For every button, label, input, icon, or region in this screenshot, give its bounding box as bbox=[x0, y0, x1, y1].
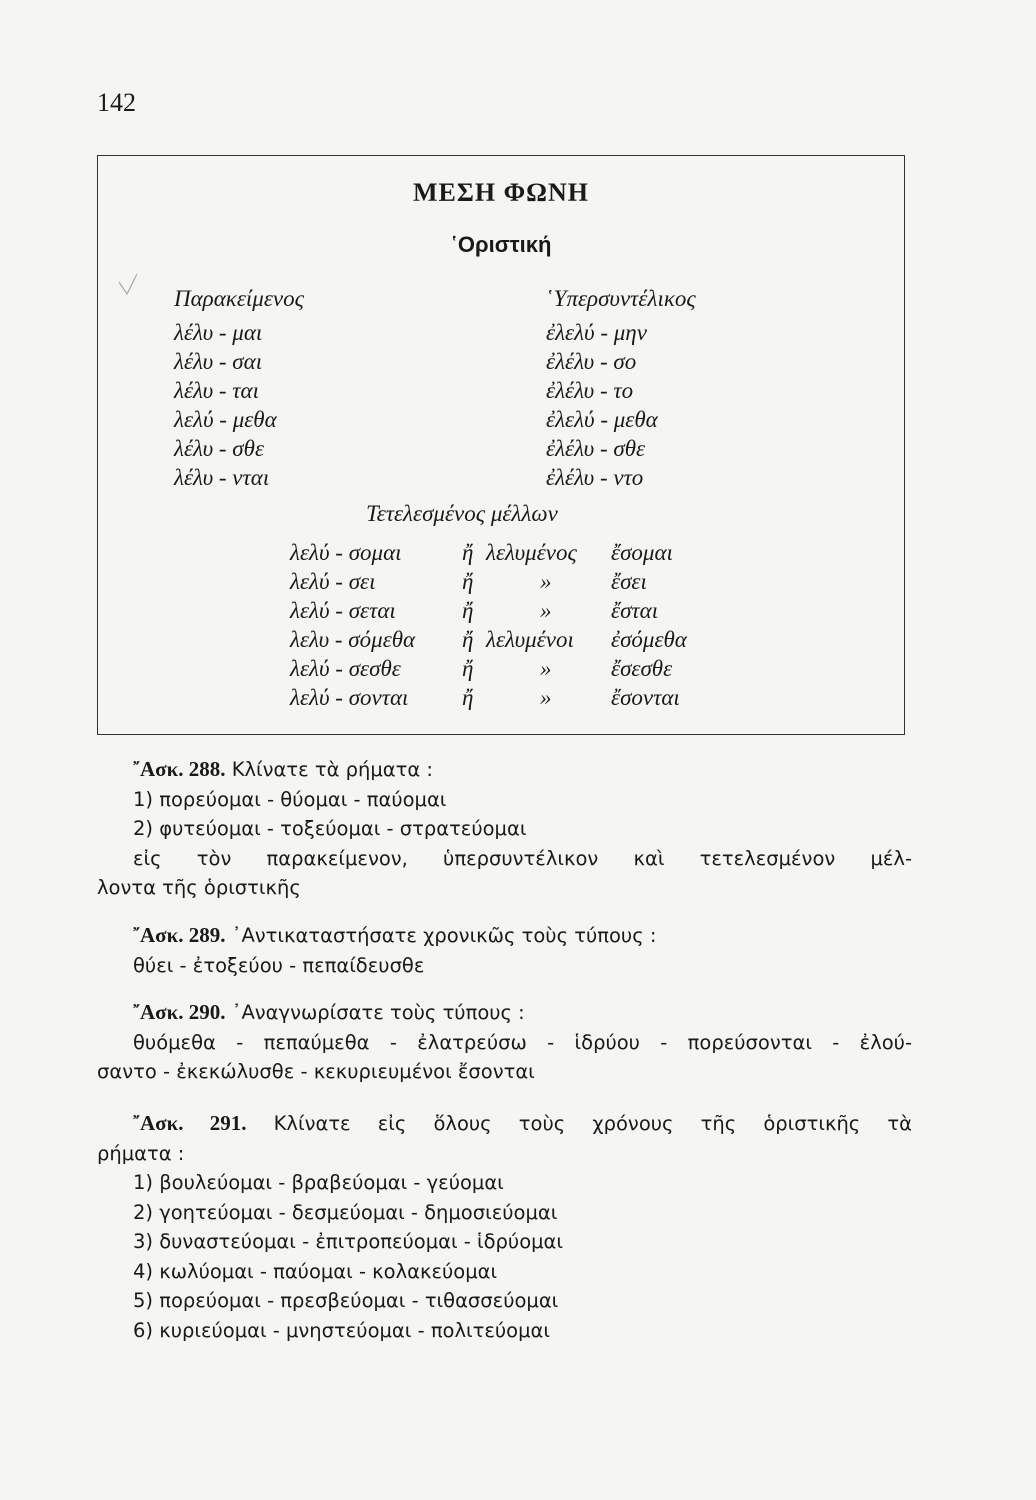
or-word: ἤ bbox=[462, 569, 474, 594]
or-word: ἤ bbox=[462, 598, 474, 623]
perfect-form: λέλυ - σαι bbox=[174, 349, 263, 374]
or-word: ἤ bbox=[462, 685, 474, 710]
future-perfect-heading: Τετελεσμένος μέλλων bbox=[366, 501, 558, 526]
ditto-mark: » bbox=[540, 656, 552, 681]
exercise-label: ῎Ασκ. 289. bbox=[133, 923, 226, 947]
pluperfect-form: ἐλελύ - μεθα bbox=[546, 407, 658, 432]
perfect-column bbox=[174, 286, 304, 492]
perfect-form: λέλυ - σθε bbox=[174, 436, 265, 461]
synthetic-form: λελυ - σόμεθα bbox=[290, 627, 416, 652]
conjugation-table bbox=[97, 155, 905, 735]
synthetic-form: λελύ - σονται bbox=[290, 685, 409, 710]
exercise-line: λοντα τῆς ὁριστικῆς bbox=[97, 876, 301, 899]
synthetic-form: λελύ - σεται bbox=[290, 598, 396, 623]
exercise-instruction: Κλίνατε τὰ ρήματα : bbox=[231, 758, 434, 781]
auxiliary: ἔσεσθε bbox=[611, 656, 673, 681]
ditto-mark: » bbox=[540, 685, 552, 710]
exercise-line: σαντο - ἐκεκώλυσθε - κεκυριευμένοι ἔσονται bbox=[97, 1060, 535, 1083]
perfect-heading: Παρακείμενος bbox=[174, 286, 304, 311]
exercise-line: 6) κυριεύομαι - μνηστεύομαι - πολιτεύομαι bbox=[133, 1318, 550, 1342]
future-perfect-row bbox=[290, 596, 810, 625]
perfect-form: λελύ - μεθα bbox=[174, 407, 277, 432]
auxiliary: ἔσονται bbox=[611, 685, 680, 710]
exercise-line: 2) φυτεύομαι - τοξεύομαι - στρατεύομαι bbox=[133, 817, 527, 840]
perfect-form: λέλυ - μαι bbox=[174, 320, 263, 345]
exercise-line: θύει - ἐτοξεύου - πεπαίδευσθε bbox=[133, 953, 425, 977]
exercise-line: εἰς τὸν παρακείμενον, ὑπερσυντέλικον καὶ τετελεσμένον μέλ- bbox=[133, 846, 912, 870]
exercise-heading bbox=[97, 998, 912, 1028]
pluperfect-form: ἐλέλυ - ντο bbox=[546, 465, 644, 490]
exercise-label: ῎Ασκ. 290. bbox=[133, 1000, 226, 1024]
future-perfect-table bbox=[290, 538, 810, 712]
pluperfect-form: ἐλέλυ - σθε bbox=[546, 436, 646, 461]
exercise-heading bbox=[97, 921, 912, 951]
exercise-290 bbox=[97, 998, 912, 1087]
pluperfect-form: ἐλελύ - μην bbox=[546, 320, 647, 345]
ditto-mark: » bbox=[540, 569, 552, 594]
exercise-heading bbox=[97, 755, 912, 785]
exercise-line: 3) δυναστεύομαι - ἐπιτροπεύομαι - ἱδρύομαι bbox=[133, 1230, 564, 1253]
exercise-288 bbox=[97, 755, 912, 903]
synthetic-form: λελύ - σει bbox=[290, 569, 376, 594]
auxiliary: ἐσόμεθα bbox=[611, 627, 687, 652]
future-perfect-row bbox=[290, 654, 810, 683]
exercise-instruction: ᾿Αντικαταστήσατε χρονικῶς τοὺς τύπους : bbox=[231, 924, 657, 947]
future-perfect-row bbox=[290, 538, 810, 567]
or-word: ἤ bbox=[462, 627, 474, 652]
pluperfect-heading: ῾Υπερσυντέλικος bbox=[546, 286, 696, 311]
auxiliary: ἔσται bbox=[611, 598, 659, 623]
perfect-form: λέλυ - ται bbox=[174, 378, 260, 403]
exercise-289 bbox=[97, 921, 912, 980]
table-subtitle: ῾Οριστική bbox=[450, 232, 552, 257]
exercise-label: ῎Ασκ. 288. bbox=[133, 757, 226, 781]
exercise-line: 1) πορεύομαι - θύομαι - παύομαι bbox=[133, 787, 447, 811]
exercise-instruction: Κλίνατε εἰς ὅλους τοὺς χρόνους τῆς ὁριστικῆς τὰ bbox=[273, 1112, 912, 1135]
exercise-line: 2) γοητεύομαι - δεσμεύομαι - δημοσιεύομαι bbox=[133, 1200, 558, 1224]
pluperfect-form: ἐλέλυ - σο bbox=[546, 349, 637, 374]
or-word: ἤ bbox=[462, 540, 474, 565]
perfect-form: λέλυ - νται bbox=[174, 465, 270, 490]
exercise-291 bbox=[97, 1109, 912, 1345]
participle: λελυμένος bbox=[486, 540, 577, 565]
exercise-line: 4) κωλύομαι - παύομαι - κολακεύομαι bbox=[133, 1259, 498, 1283]
exercise-line: 5) πορεύομαι - πρεσβεύομαι - τιθασσεύομαι bbox=[133, 1289, 559, 1312]
ditto-mark: » bbox=[540, 598, 552, 623]
exercise-line: ρήματα : bbox=[97, 1141, 185, 1165]
exercise-line: 1) βουλεύομαι - βραβεύομαι - γεύομαι bbox=[133, 1171, 504, 1194]
auxiliary: ἔσει bbox=[611, 569, 647, 594]
exercise-label: ῎Ασκ. 291. bbox=[133, 1111, 247, 1135]
synthetic-form: λελύ - σομαι bbox=[290, 540, 402, 565]
pluperfect-column bbox=[546, 286, 696, 492]
synthetic-form: λελύ - σεσθε bbox=[290, 656, 401, 681]
future-perfect-row bbox=[290, 683, 810, 712]
exercise-heading bbox=[97, 1109, 912, 1139]
future-perfect-row bbox=[290, 625, 810, 654]
or-word: ἤ bbox=[462, 656, 474, 681]
pluperfect-form: ἐλέλυ - το bbox=[546, 378, 634, 403]
page-number: 142 bbox=[97, 88, 136, 117]
auxiliary: ἔσομαι bbox=[611, 540, 673, 565]
exercise-line: θυόμεθα - πεπαύμεθα - ἐλατρεύσω - ἱδρύου - πορεύσονται - ἐλού- bbox=[133, 1030, 912, 1054]
exercise-instruction: ᾿Αναγνωρίσατε τοὺς τύπους : bbox=[231, 1001, 525, 1024]
table-title: ΜΕΣΗ ΦΩΝΗ bbox=[413, 178, 589, 207]
future-perfect-row bbox=[290, 567, 810, 596]
participle: λελυμένοι bbox=[486, 627, 574, 652]
